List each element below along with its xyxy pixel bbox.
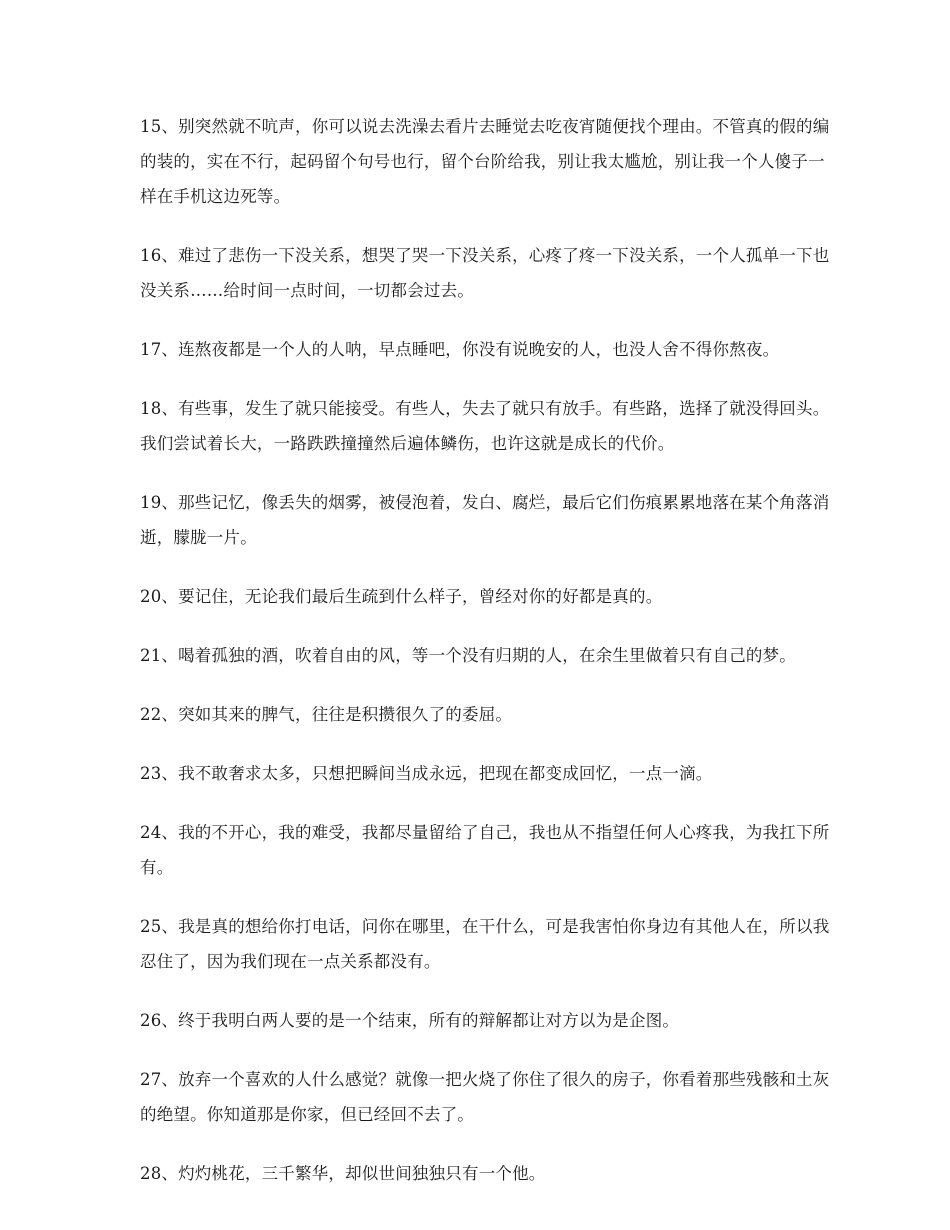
paragraph-17: 17、连熬夜都是一个人的人呐，早点睡吧，你没有说晚安的人，也没人舍不得你熬夜。 bbox=[140, 340, 780, 359]
paragraph-24: 24、我的不开心，我的难受，我都尽量留给了自己，我也从不指望任何人心疼我，为我扛下所有。 bbox=[140, 823, 830, 877]
paragraph-25: 25、我是真的想给你打电话，问你在哪里，在干什么，可是我害怕你身边有其他人在，所以我忍住了，因为我们现在一点关系都没有。 bbox=[140, 917, 830, 971]
paragraph-15: 15、别突然就不吭声，你可以说去洗澡去看片去睡觉去吃夜宵随便找个理由。不管真的假的编的装的，实在不行，起码留个句号也行，留个台阶给我，别让我太尴尬，别让我一个人傻子一样在手机这边死等。 bbox=[140, 117, 830, 206]
paragraph-28: 28、灼灼桃花，三千繁华，却似世间独独只有一个他。 bbox=[140, 1164, 546, 1183]
paragraph-27: 27、放弃一个喜欢的人什么感觉？就像一把火烧了你住了很久的房子，你看着那些残骸和土灰的绝望。你知道那是你家，但已经回不去了。 bbox=[140, 1070, 830, 1124]
paragraph-22: 22、突如其来的脾气，往往是积攒很久了的委屈。 bbox=[140, 705, 513, 724]
paragraph-20: 20、要记住，无论我们最后生疏到什么样子，曾经对你的好都是真的。 bbox=[140, 587, 663, 606]
paragraph-19: 19、那些记忆，像丢失的烟雾，被侵泡着，发白、腐烂，最后它们伤痕累累地落在某个角落消逝，朦胧一片。 bbox=[140, 493, 830, 547]
paragraph-16: 16、难过了悲伤一下没关系，想哭了哭一下没关系，心疼了疼一下没关系，一个人孤单一下也没关系……给时间一点时间，一切都会过去。 bbox=[140, 246, 830, 300]
paragraph-18: 18、有些事，发生了就只能接受。有些人，失去了就只有放手。有些路，选择了就没得回头。我们尝试着长大，一路跌跌撞撞然后遍体鳞伤，也许这就是成长的代价。 bbox=[140, 399, 830, 453]
paragraph-26: 26、终于我明白两人要的是一个结束，所有的辩解都让对方以为是企图。 bbox=[140, 1011, 680, 1030]
document-body bbox=[140, 109, 830, 1215]
paragraph-21: 21、喝着孤独的酒，吹着自由的风，等一个没有归期的人，在余生里做着只有自己的梦。 bbox=[140, 646, 796, 665]
paragraph-23: 23、我不敢奢求太多，只想把瞬间当成永远，把现在都变成回忆，一点一滴。 bbox=[140, 764, 713, 783]
